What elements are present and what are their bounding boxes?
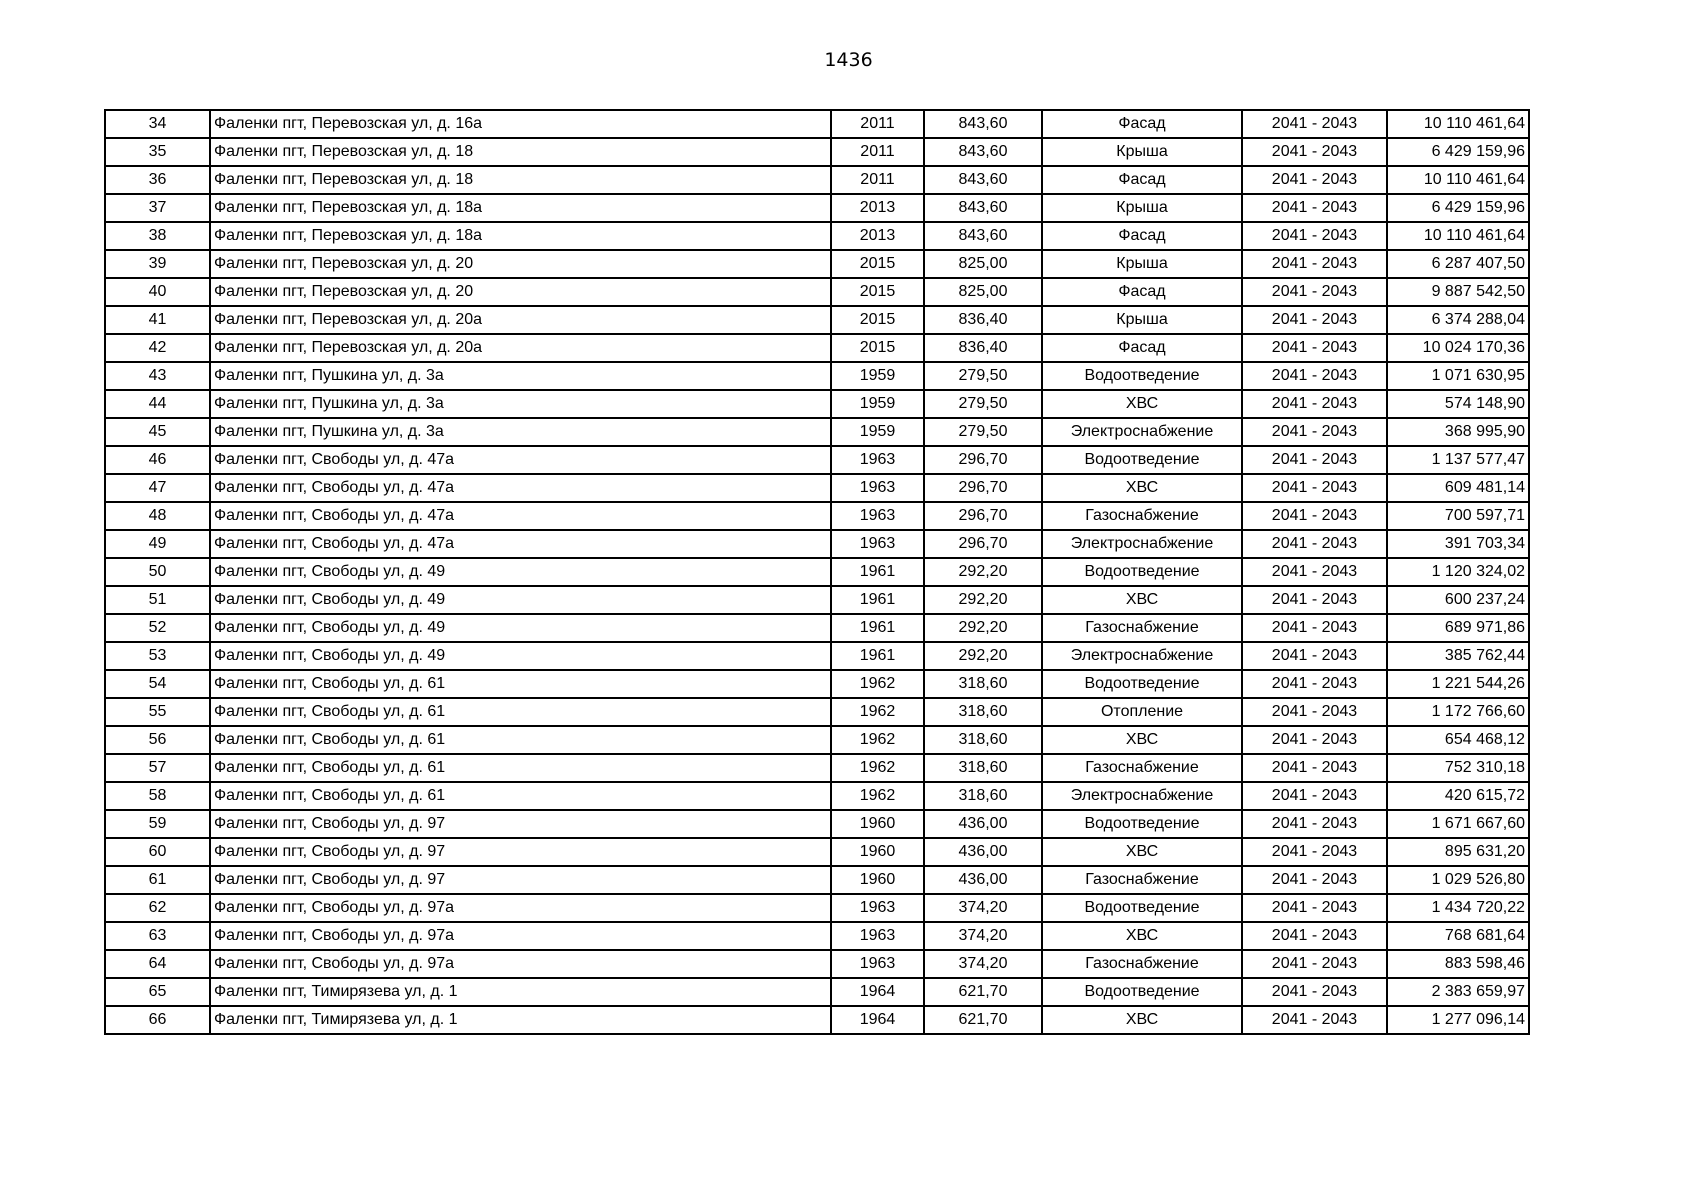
area-cell: 436,00 [924,866,1042,894]
period-cell: 2041 - 2043 [1242,614,1387,642]
address-cell: Фаленки пгт, Свободы ул, д. 47а [210,530,831,558]
address-cell: Фаленки пгт, Перевозская ул, д. 18 [210,166,831,194]
cost-cell: 9 887 542,50 [1387,278,1529,306]
year-cell: 1959 [831,390,924,418]
work-type-cell: Водоотведение [1042,810,1242,838]
area-cell: 621,70 [924,1006,1042,1034]
work-type-cell: Водоотведение [1042,446,1242,474]
row-number-cell: 48 [105,502,210,530]
work-type-cell: Водоотведение [1042,894,1242,922]
row-number-cell: 43 [105,362,210,390]
address-cell: Фаленки пгт, Свободы ул, д. 49 [210,558,831,586]
period-cell: 2041 - 2043 [1242,418,1387,446]
period-cell: 2041 - 2043 [1242,306,1387,334]
row-number-cell: 58 [105,782,210,810]
repair-schedule-table [104,109,1530,1035]
work-type-cell: Газоснабжение [1042,754,1242,782]
row-number-cell: 60 [105,838,210,866]
work-type-cell: Газоснабжение [1042,614,1242,642]
year-cell: 2011 [831,110,924,138]
row-number-cell: 41 [105,306,210,334]
table-row [105,502,1529,530]
area-cell: 296,70 [924,446,1042,474]
page-number: 1436 [824,49,873,71]
row-number-cell: 46 [105,446,210,474]
area-cell: 318,60 [924,726,1042,754]
table-row [105,614,1529,642]
year-cell: 1959 [831,418,924,446]
cost-cell: 574 148,90 [1387,390,1529,418]
row-number-cell: 35 [105,138,210,166]
cost-cell: 385 762,44 [1387,642,1529,670]
address-cell: Фаленки пгт, Свободы ул, д. 61 [210,782,831,810]
address-cell: Фаленки пгт, Свободы ул, д. 97а [210,922,831,950]
row-number-cell: 56 [105,726,210,754]
year-cell: 1960 [831,810,924,838]
year-cell: 1964 [831,978,924,1006]
area-cell: 279,50 [924,418,1042,446]
table-row [105,110,1529,138]
table-row [105,810,1529,838]
cost-cell: 883 598,46 [1387,950,1529,978]
address-cell: Фаленки пгт, Пушкина ул, д. 3а [210,362,831,390]
address-cell: Фаленки пгт, Тимирязева ул, д. 1 [210,978,831,1006]
table-row [105,950,1529,978]
year-cell: 1961 [831,614,924,642]
table-row [105,334,1529,362]
area-cell: 279,50 [924,390,1042,418]
cost-cell: 689 971,86 [1387,614,1529,642]
work-type-cell: Водоотведение [1042,670,1242,698]
work-type-cell: Крыша [1042,250,1242,278]
address-cell: Фаленки пгт, Свободы ул, д. 47а [210,474,831,502]
row-number-cell: 55 [105,698,210,726]
period-cell: 2041 - 2043 [1242,502,1387,530]
year-cell: 1962 [831,726,924,754]
work-type-cell: Крыша [1042,194,1242,222]
row-number-cell: 37 [105,194,210,222]
work-type-cell: ХВС [1042,1006,1242,1034]
address-cell: Фаленки пгт, Свободы ул, д. 61 [210,754,831,782]
address-cell: Фаленки пгт, Свободы ул, д. 61 [210,698,831,726]
cost-cell: 6 429 159,96 [1387,194,1529,222]
cost-cell: 420 615,72 [1387,782,1529,810]
work-type-cell: Водоотведение [1042,362,1242,390]
period-cell: 2041 - 2043 [1242,950,1387,978]
area-cell: 292,20 [924,614,1042,642]
period-cell: 2041 - 2043 [1242,390,1387,418]
row-number-cell: 38 [105,222,210,250]
table-row [105,166,1529,194]
address-cell: Фаленки пгт, Свободы ул, д. 97 [210,838,831,866]
period-cell: 2041 - 2043 [1242,726,1387,754]
row-number-cell: 65 [105,978,210,1006]
table-row [105,306,1529,334]
table-row [105,530,1529,558]
address-cell: Фаленки пгт, Перевозская ул, д. 16а [210,110,831,138]
period-cell: 2041 - 2043 [1242,110,1387,138]
work-type-cell: Отопление [1042,698,1242,726]
table-body [105,110,1529,1034]
period-cell: 2041 - 2043 [1242,978,1387,1006]
row-number-cell: 54 [105,670,210,698]
year-cell: 1963 [831,950,924,978]
area-cell: 318,60 [924,698,1042,726]
period-cell: 2041 - 2043 [1242,530,1387,558]
year-cell: 2011 [831,138,924,166]
area-cell: 374,20 [924,950,1042,978]
row-number-cell: 59 [105,810,210,838]
period-cell: 2041 - 2043 [1242,810,1387,838]
row-number-cell: 64 [105,950,210,978]
work-type-cell: Фасад [1042,334,1242,362]
work-type-cell: ХВС [1042,726,1242,754]
area-cell: 318,60 [924,782,1042,810]
cost-cell: 1 137 577,47 [1387,446,1529,474]
year-cell: 1962 [831,782,924,810]
row-number-cell: 39 [105,250,210,278]
work-type-cell: Крыша [1042,306,1242,334]
row-number-cell: 47 [105,474,210,502]
address-cell: Фаленки пгт, Свободы ул, д. 97 [210,810,831,838]
address-cell: Фаленки пгт, Свободы ул, д. 49 [210,586,831,614]
area-cell: 843,60 [924,138,1042,166]
table-row [105,1006,1529,1034]
address-cell: Фаленки пгт, Свободы ул, д. 47а [210,502,831,530]
work-type-cell: Фасад [1042,166,1242,194]
area-cell: 318,60 [924,754,1042,782]
address-cell: Фаленки пгт, Перевозская ул, д. 20 [210,250,831,278]
period-cell: 2041 - 2043 [1242,754,1387,782]
year-cell: 1963 [831,894,924,922]
table-row [105,922,1529,950]
table-row [105,698,1529,726]
year-cell: 1963 [831,446,924,474]
work-type-cell: Электроснабжение [1042,418,1242,446]
row-number-cell: 49 [105,530,210,558]
table-row [105,894,1529,922]
year-cell: 1960 [831,866,924,894]
work-type-cell: Фасад [1042,110,1242,138]
address-cell: Фаленки пгт, Свободы ул, д. 49 [210,642,831,670]
table-row [105,866,1529,894]
period-cell: 2041 - 2043 [1242,1006,1387,1034]
period-cell: 2041 - 2043 [1242,894,1387,922]
work-type-cell: ХВС [1042,922,1242,950]
table-row [105,222,1529,250]
period-cell: 2041 - 2043 [1242,194,1387,222]
period-cell: 2041 - 2043 [1242,250,1387,278]
year-cell: 1963 [831,530,924,558]
cost-cell: 700 597,71 [1387,502,1529,530]
row-number-cell: 63 [105,922,210,950]
work-type-cell: ХВС [1042,390,1242,418]
address-cell: Фаленки пгт, Свободы ул, д. 47а [210,446,831,474]
area-cell: 279,50 [924,362,1042,390]
period-cell: 2041 - 2043 [1242,222,1387,250]
period-cell: 2041 - 2043 [1242,782,1387,810]
address-cell: Фаленки пгт, Пушкина ул, д. 3а [210,390,831,418]
work-type-cell: Крыша [1042,138,1242,166]
year-cell: 2015 [831,306,924,334]
area-cell: 836,40 [924,306,1042,334]
area-cell: 825,00 [924,278,1042,306]
cost-cell: 6 287 407,50 [1387,250,1529,278]
area-cell: 436,00 [924,810,1042,838]
period-cell: 2041 - 2043 [1242,586,1387,614]
area-cell: 843,60 [924,194,1042,222]
cost-cell: 6 374 288,04 [1387,306,1529,334]
table-row [105,838,1529,866]
period-cell: 2041 - 2043 [1242,334,1387,362]
year-cell: 1962 [831,698,924,726]
table-row [105,390,1529,418]
row-number-cell: 42 [105,334,210,362]
work-type-cell: Фасад [1042,278,1242,306]
work-type-cell: Электроснабжение [1042,530,1242,558]
cost-cell: 609 481,14 [1387,474,1529,502]
year-cell: 2013 [831,222,924,250]
table-row [105,138,1529,166]
area-cell: 621,70 [924,978,1042,1006]
year-cell: 1962 [831,670,924,698]
address-cell: Фаленки пгт, Пушкина ул, д. 3а [210,418,831,446]
address-cell: Фаленки пгт, Перевозская ул, д. 18а [210,194,831,222]
cost-cell: 600 237,24 [1387,586,1529,614]
period-cell: 2041 - 2043 [1242,558,1387,586]
area-cell: 843,60 [924,222,1042,250]
row-number-cell: 66 [105,1006,210,1034]
row-number-cell: 40 [105,278,210,306]
address-cell: Фаленки пгт, Свободы ул, д. 49 [210,614,831,642]
year-cell: 1963 [831,922,924,950]
table-row [105,782,1529,810]
row-number-cell: 52 [105,614,210,642]
period-cell: 2041 - 2043 [1242,670,1387,698]
work-type-cell: ХВС [1042,586,1242,614]
address-cell: Фаленки пгт, Перевозская ул, д. 20а [210,334,831,362]
table-row [105,978,1529,1006]
row-number-cell: 51 [105,586,210,614]
period-cell: 2041 - 2043 [1242,474,1387,502]
work-type-cell: Электроснабжение [1042,642,1242,670]
area-cell: 843,60 [924,166,1042,194]
address-cell: Фаленки пгт, Свободы ул, д. 97а [210,950,831,978]
cost-cell: 6 429 159,96 [1387,138,1529,166]
period-cell: 2041 - 2043 [1242,362,1387,390]
address-cell: Фаленки пгт, Перевозская ул, д. 18 [210,138,831,166]
cost-cell: 1 120 324,02 [1387,558,1529,586]
cost-cell: 10 110 461,64 [1387,166,1529,194]
work-type-cell: ХВС [1042,474,1242,502]
address-cell: Фаленки пгт, Свободы ул, д. 97а [210,894,831,922]
table-row [105,642,1529,670]
year-cell: 2011 [831,166,924,194]
year-cell: 2015 [831,250,924,278]
cost-cell: 768 681,64 [1387,922,1529,950]
row-number-cell: 57 [105,754,210,782]
cost-cell: 1 029 526,80 [1387,866,1529,894]
cost-cell: 1 277 096,14 [1387,1006,1529,1034]
row-number-cell: 62 [105,894,210,922]
cost-cell: 368 995,90 [1387,418,1529,446]
address-cell: Фаленки пгт, Перевозская ул, д. 20а [210,306,831,334]
year-cell: 1963 [831,474,924,502]
period-cell: 2041 - 2043 [1242,166,1387,194]
cost-cell: 1 071 630,95 [1387,362,1529,390]
row-number-cell: 36 [105,166,210,194]
year-cell: 1960 [831,838,924,866]
period-cell: 2041 - 2043 [1242,922,1387,950]
year-cell: 1962 [831,754,924,782]
period-cell: 2041 - 2043 [1242,138,1387,166]
row-number-cell: 44 [105,390,210,418]
table-row [105,558,1529,586]
work-type-cell: Водоотведение [1042,978,1242,1006]
cost-cell: 391 703,34 [1387,530,1529,558]
area-cell: 296,70 [924,474,1042,502]
period-cell: 2041 - 2043 [1242,278,1387,306]
table-row [105,194,1529,222]
address-cell: Фаленки пгт, Перевозская ул, д. 20 [210,278,831,306]
address-cell: Фаленки пгт, Тимирязева ул, д. 1 [210,1006,831,1034]
table-row [105,670,1529,698]
row-number-cell: 50 [105,558,210,586]
cost-cell: 10 024 170,36 [1387,334,1529,362]
cost-cell: 1 221 544,26 [1387,670,1529,698]
area-cell: 374,20 [924,894,1042,922]
cost-cell: 654 468,12 [1387,726,1529,754]
cost-cell: 1 172 766,60 [1387,698,1529,726]
table-row [105,754,1529,782]
year-cell: 1959 [831,362,924,390]
address-cell: Фаленки пгт, Свободы ул, д. 97 [210,866,831,894]
cost-cell: 10 110 461,64 [1387,110,1529,138]
year-cell: 1963 [831,502,924,530]
cost-cell: 10 110 461,64 [1387,222,1529,250]
table-row [105,418,1529,446]
cost-cell: 752 310,18 [1387,754,1529,782]
area-cell: 436,00 [924,838,1042,866]
work-type-cell: Фасад [1042,222,1242,250]
area-cell: 292,20 [924,558,1042,586]
table-row [105,250,1529,278]
period-cell: 2041 - 2043 [1242,446,1387,474]
period-cell: 2041 - 2043 [1242,866,1387,894]
work-type-cell: Газоснабжение [1042,950,1242,978]
row-number-cell: 61 [105,866,210,894]
period-cell: 2041 - 2043 [1242,698,1387,726]
work-type-cell: Водоотведение [1042,558,1242,586]
area-cell: 825,00 [924,250,1042,278]
year-cell: 2013 [831,194,924,222]
cost-cell: 895 631,20 [1387,838,1529,866]
year-cell: 2015 [831,334,924,362]
work-type-cell: Электроснабжение [1042,782,1242,810]
year-cell: 2015 [831,278,924,306]
work-type-cell: Газоснабжение [1042,866,1242,894]
address-cell: Фаленки пгт, Свободы ул, д. 61 [210,726,831,754]
area-cell: 318,60 [924,670,1042,698]
year-cell: 1961 [831,558,924,586]
row-number-cell: 53 [105,642,210,670]
area-cell: 374,20 [924,922,1042,950]
table-row [105,474,1529,502]
area-cell: 292,20 [924,642,1042,670]
period-cell: 2041 - 2043 [1242,642,1387,670]
table-row [105,726,1529,754]
address-cell: Фаленки пгт, Перевозская ул, д. 18а [210,222,831,250]
period-cell: 2041 - 2043 [1242,838,1387,866]
cost-cell: 2 383 659,97 [1387,978,1529,1006]
table-row [105,362,1529,390]
area-cell: 836,40 [924,334,1042,362]
table-row [105,278,1529,306]
area-cell: 296,70 [924,502,1042,530]
year-cell: 1961 [831,642,924,670]
cost-cell: 1 434 720,22 [1387,894,1529,922]
area-cell: 296,70 [924,530,1042,558]
area-cell: 292,20 [924,586,1042,614]
cost-cell: 1 671 667,60 [1387,810,1529,838]
row-number-cell: 45 [105,418,210,446]
table-row [105,446,1529,474]
work-type-cell: Газоснабжение [1042,502,1242,530]
year-cell: 1961 [831,586,924,614]
table-row [105,586,1529,614]
work-type-cell: ХВС [1042,838,1242,866]
area-cell: 843,60 [924,110,1042,138]
year-cell: 1964 [831,1006,924,1034]
row-number-cell: 34 [105,110,210,138]
address-cell: Фаленки пгт, Свободы ул, д. 61 [210,670,831,698]
